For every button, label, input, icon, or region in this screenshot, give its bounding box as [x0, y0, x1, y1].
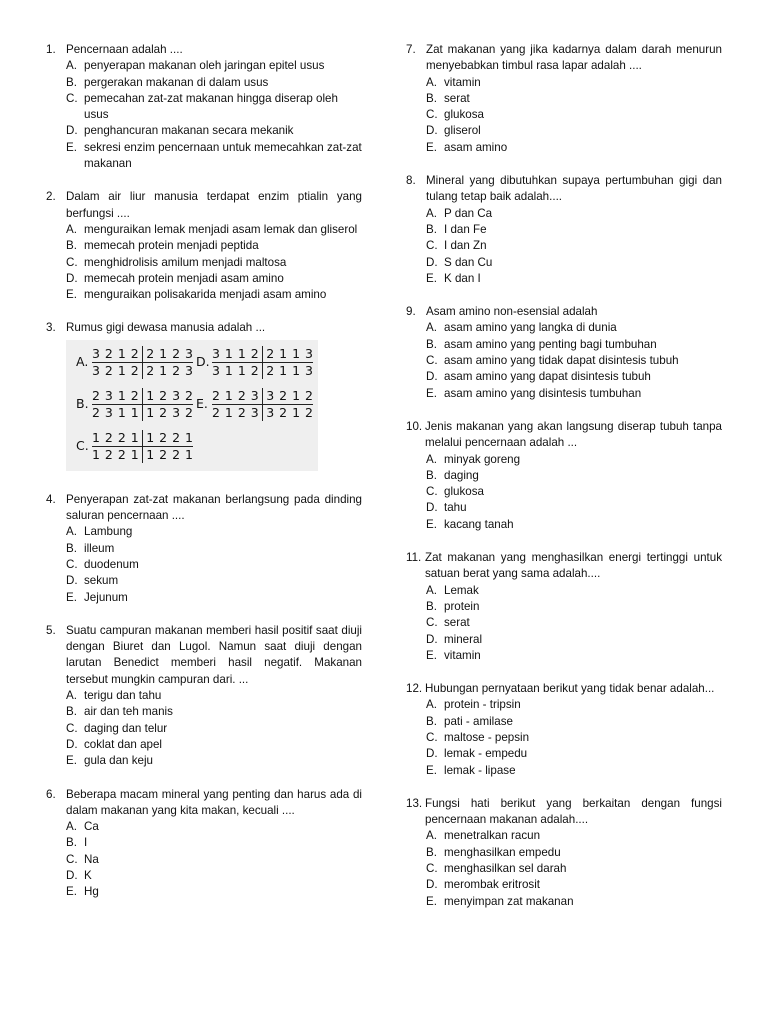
right-side-teeth: 3 2 1 2	[92, 363, 143, 379]
option-letter: A.	[426, 321, 437, 335]
option-text: menetralkan racun	[444, 829, 541, 843]
answer-options	[406, 452, 722, 533]
dental-formula	[212, 388, 313, 421]
right-side-teeth: 3 1 1 2	[212, 346, 263, 362]
question-spacer	[46, 475, 362, 492]
option-text: terigu dan tahu	[84, 689, 162, 703]
dental-formula	[92, 346, 193, 379]
option-letter: E.	[426, 648, 437, 662]
answer-option-b	[426, 468, 722, 484]
answer-option-a	[426, 320, 722, 336]
answer-option-a	[426, 583, 722, 599]
option-text: I	[84, 836, 88, 850]
left-side-teeth: 1 2 3 2	[146, 387, 194, 403]
option-letter: A.	[426, 829, 437, 843]
option-text: glukosa	[444, 108, 484, 122]
question-6	[46, 787, 362, 901]
answer-option-b	[66, 704, 362, 720]
option-text: minyak goreng	[444, 452, 521, 466]
answer-options	[406, 697, 722, 778]
option-letter: D.	[66, 124, 78, 138]
question-12	[406, 681, 722, 779]
answer-option-a	[426, 206, 722, 222]
option-text: coklat dan apel	[84, 737, 162, 751]
answer-option-c	[426, 615, 722, 631]
answer-option-a	[66, 524, 362, 540]
option-text: lemak - lipase	[444, 763, 516, 777]
answer-option-a	[426, 697, 722, 713]
option-text: P dan Ca	[444, 206, 493, 220]
option-letter: B.	[426, 599, 437, 613]
option-letter: C.	[426, 239, 438, 253]
answer-option-b	[426, 714, 722, 730]
lower-jaw-row	[92, 363, 193, 379]
left-side-teeth: 2 1 2 3	[146, 345, 194, 361]
answer-option-d	[426, 877, 722, 893]
option-text: pergerakan makanan di dalam usus	[84, 75, 269, 89]
option-text: glukosa	[444, 485, 484, 499]
option-letter: E.	[66, 140, 77, 154]
option-letter: A.	[426, 75, 437, 89]
answer-option-c	[66, 557, 362, 573]
question-4	[46, 492, 362, 606]
answer-options	[406, 206, 722, 287]
answer-option-c	[426, 353, 722, 369]
dental-formula	[92, 430, 193, 463]
option-letter: B.	[426, 468, 437, 482]
answer-option-b	[66, 541, 362, 557]
option-letter: A.	[426, 698, 437, 712]
question-11	[406, 550, 722, 664]
left-side-teeth: 2 1 2 3	[146, 362, 194, 378]
answer-option-d	[426, 123, 722, 139]
option-text: Lambung	[84, 525, 133, 539]
option-text: tahu	[444, 501, 467, 515]
answer-option-d	[426, 255, 722, 271]
question-number: 2.	[46, 190, 56, 204]
option-letter: A.	[66, 689, 77, 703]
answer-options	[406, 583, 722, 664]
right-side-teeth: 2 1 2 3	[212, 405, 263, 421]
option-text: asam amino	[444, 140, 508, 154]
right-side-teeth: 3 1 1 2	[212, 363, 263, 379]
option-text: gliserol	[444, 124, 481, 138]
option-letter: B.	[426, 714, 437, 728]
option-text: Hg	[84, 885, 99, 899]
question-number: 4.	[46, 492, 56, 506]
option-letter: E.	[426, 763, 437, 777]
answer-option-c	[426, 107, 722, 123]
question-spacer	[406, 287, 722, 304]
question-number: 9.	[406, 305, 416, 319]
question-7	[406, 42, 722, 156]
option-letter: B.	[426, 845, 437, 859]
question-spacer	[46, 606, 362, 623]
answer-option-b	[66, 75, 362, 91]
lower-jaw-row	[92, 405, 193, 421]
answer-option-e	[66, 884, 362, 900]
option-letter: E.	[66, 288, 77, 302]
answer-option-b	[66, 835, 362, 851]
question-text: Rumus gigi dewasa manusia adalah ...	[66, 321, 266, 335]
answer-option-b	[426, 222, 722, 238]
answer-option-e	[426, 271, 722, 287]
option-text: vitamin	[444, 648, 481, 662]
option-letter: A.	[426, 583, 437, 597]
option-letter: E.	[66, 754, 77, 768]
answer-option-d	[66, 868, 362, 884]
option-letter: E.	[426, 271, 437, 285]
option-text: daging	[444, 468, 479, 482]
lower-jaw-row	[212, 405, 313, 421]
question-spacer	[406, 156, 722, 173]
option-letter: C.	[426, 730, 438, 744]
option-text: sekresi enzim pencernaan untuk memecahkan zat-zat makanan	[84, 140, 362, 171]
left-side-teeth: 3 2 1 2	[266, 387, 314, 403]
answer-option-b	[426, 337, 722, 353]
right-side-teeth: 1 2 2 1	[92, 447, 143, 463]
question-5	[46, 623, 362, 770]
option-text: serat	[444, 91, 470, 105]
answer-options	[46, 688, 362, 769]
question-number: 11.	[406, 551, 422, 565]
left-column	[46, 42, 362, 901]
option-text: protein	[444, 599, 480, 613]
question-9	[406, 304, 722, 402]
answer-option-d	[66, 271, 362, 287]
option-letter: C.	[66, 557, 78, 571]
option-text: Na	[84, 852, 99, 866]
option-letter: E.	[66, 885, 77, 899]
question-number: 5.	[46, 623, 56, 637]
option-letter: E.	[426, 386, 437, 400]
option-text: duodenum	[84, 557, 139, 571]
option-text: menghasilkan sel darah	[444, 862, 567, 876]
question-text: Zat makanan yang jika kadarnya dalam darah menurun menyebabkan timbul rasa lapar adalah ....	[426, 43, 722, 73]
option-text: Ca	[84, 820, 99, 834]
option-text: menguraikan polisakarida menjadi asam amino	[84, 288, 327, 302]
option-letter: A.	[66, 820, 77, 834]
left-side-teeth: 1 2 3 2	[146, 404, 194, 420]
option-letter: B.	[66, 541, 77, 555]
option-letter: D.	[426, 747, 438, 761]
question-spacer	[406, 779, 722, 796]
formula-option-d	[196, 346, 313, 379]
option-letter: E.	[426, 517, 437, 531]
option-text: menguraikan lemak menjadi asam lemak dan gliserol	[84, 222, 358, 236]
answer-option-c	[66, 255, 362, 271]
answer-option-c	[426, 484, 722, 500]
option-text: asam amino yang penting bagi tumbuhan	[444, 337, 657, 351]
question-text: Mineral yang dibutuhkan supaya pertumbuhan gigi dan tulang tetap baik adalah....	[426, 174, 722, 204]
question-number: 13.	[406, 796, 423, 810]
left-side-teeth: 1 2 2 1	[146, 429, 194, 445]
option-text: daging dan telur	[84, 721, 168, 735]
answer-option-b	[66, 238, 362, 254]
option-letter: B.	[66, 705, 77, 719]
option-letter: B.	[66, 836, 77, 850]
lower-jaw-row	[92, 447, 193, 463]
option-letter: D.	[66, 574, 78, 588]
question-8	[406, 173, 722, 287]
option-letter: A.	[66, 59, 77, 73]
option-letter: E.	[426, 894, 437, 908]
option-text: kacang tanah	[444, 517, 514, 531]
answer-option-b	[426, 599, 722, 615]
right-side-teeth: 1 2 2 1	[92, 430, 143, 446]
answer-option-a	[66, 819, 362, 835]
option-text: serat	[444, 616, 470, 630]
option-letter: A.	[66, 525, 77, 539]
option-text: penghancuran makanan secara mekanik	[84, 124, 294, 138]
option-letter: A.	[426, 452, 437, 466]
left-side-teeth: 3 2 1 2	[266, 404, 314, 420]
lower-jaw-row	[212, 363, 313, 379]
formula-option-c	[76, 430, 193, 463]
answer-option-a	[66, 58, 362, 74]
option-letter: D.	[66, 868, 78, 882]
answer-option-d	[66, 123, 362, 139]
option-text: lemak - empedu	[444, 747, 528, 761]
option-letter: A.	[426, 206, 437, 220]
option-letter: B.	[426, 91, 437, 105]
answer-option-e	[426, 648, 722, 664]
answer-option-a	[66, 688, 362, 704]
question-text: Suatu campuran makanan memberi hasil positif saat diuji dengan Biuret dan Lugol. Namun saat diuji dengan larutan Benedict memberi hasil negatif. Makanan tersebut mungkin campuran dari. ...	[66, 623, 362, 686]
answer-option-c	[66, 91, 362, 124]
option-letter: B.	[426, 337, 437, 351]
answer-option-e	[426, 386, 722, 402]
option-letter: C.	[426, 862, 438, 876]
option-text: vitamin	[444, 75, 481, 89]
option-letter: E.	[196, 396, 208, 412]
question-number: 1.	[46, 43, 56, 56]
option-text: pemecahan zat-zat makanan hingga diserap oleh usus	[84, 91, 338, 122]
answer-option-e	[66, 287, 362, 303]
question-text: Zat makanan yang menghasilkan energi tertinggi untuk satuan berat yang sama adalah....	[425, 551, 722, 581]
option-letter: C.	[426, 616, 438, 630]
answer-option-c	[66, 721, 362, 737]
question-spacer	[406, 533, 722, 550]
dental-formula	[92, 388, 193, 421]
answer-options	[46, 524, 362, 605]
question-spacer	[46, 770, 362, 787]
option-letter: A.	[76, 354, 89, 370]
answer-options	[406, 828, 722, 909]
question-spacer	[46, 172, 362, 189]
option-letter: C.	[66, 91, 78, 105]
option-text: asam amino yang dapat disintesis tubuh	[444, 370, 651, 384]
question-text: Dalam air liur manusia terdapat enzim ptialin yang berfungsi ....	[66, 190, 362, 220]
question-10	[406, 419, 722, 533]
answer-option-a	[66, 222, 362, 238]
upper-jaw-row	[92, 346, 193, 363]
option-letter: C.	[426, 354, 438, 368]
answer-option-a	[426, 75, 722, 91]
answer-option-e	[66, 590, 362, 606]
answer-option-d	[426, 746, 722, 762]
option-letter: E.	[66, 590, 77, 604]
option-letter: C.	[426, 485, 438, 499]
option-letter: D.	[426, 255, 438, 269]
option-letter: D.	[426, 124, 438, 138]
option-letter: D.	[66, 271, 78, 285]
formula-option-e	[196, 388, 313, 421]
left-side-teeth: 1 2 2 1	[146, 446, 194, 462]
option-letter: D.	[426, 370, 438, 384]
answer-options	[46, 222, 362, 303]
option-text: gula dan keju	[84, 754, 153, 768]
answer-option-c	[66, 852, 362, 868]
answer-options	[406, 75, 722, 156]
question-1	[46, 42, 362, 172]
question-13	[406, 796, 722, 910]
option-text: merombak eritrosit	[444, 878, 540, 892]
question-2	[46, 189, 362, 303]
formula-option-a	[76, 346, 193, 379]
left-side-teeth: 2 1 1 3	[266, 345, 314, 361]
option-text: protein - tripsin	[444, 698, 521, 712]
answer-option-d	[66, 737, 362, 753]
answer-option-e	[426, 517, 722, 533]
option-text: maltose - pepsin	[444, 730, 530, 744]
answer-options	[46, 58, 362, 172]
option-letter: D.	[426, 878, 438, 892]
question-number: 3.	[46, 321, 56, 335]
answer-option-d	[426, 369, 722, 385]
answer-option-d	[426, 500, 722, 516]
option-text: illeum	[84, 541, 115, 555]
option-text: asam amino yang langka di dunia	[444, 321, 617, 335]
question-text: Fungsi hati berikut yang berkaitan dengan fungsi pencernaan makanan adalah....	[425, 796, 722, 827]
answer-option-a	[426, 452, 722, 468]
upper-jaw-row	[92, 388, 193, 405]
option-text: I dan Zn	[444, 239, 487, 253]
option-letter: B.	[66, 239, 77, 253]
answer-option-e	[426, 763, 722, 779]
option-letter: D.	[426, 501, 438, 515]
option-letter: D.	[66, 737, 78, 751]
dental-formula-image	[66, 340, 318, 471]
upper-jaw-row	[212, 388, 313, 405]
question-number: 7.	[406, 43, 416, 56]
question-text: Asam amino non-esensial adalah	[426, 305, 598, 319]
question-text: Jenis makanan yang akan langsung diserap tubuh tanpa melalui pencernaan adalah ...	[425, 419, 722, 450]
answer-option-b	[426, 91, 722, 107]
option-letter: D.	[426, 632, 438, 646]
question-spacer	[46, 303, 362, 320]
option-text: S dan Cu	[444, 255, 493, 269]
option-text: memecah protein menjadi asam amino	[84, 271, 284, 285]
answer-option-a	[426, 828, 722, 844]
left-side-teeth: 2 1 1 3	[266, 362, 314, 378]
option-text: sekum	[84, 574, 119, 588]
upper-jaw-row	[92, 430, 193, 447]
answer-option-e	[426, 894, 722, 910]
answer-option-d	[66, 573, 362, 589]
right-side-teeth: 2 3 1 2	[92, 388, 143, 404]
upper-jaw-row	[212, 346, 313, 363]
option-letter: C.	[66, 721, 78, 735]
question-spacer	[406, 664, 722, 681]
option-text: Jejunum	[84, 590, 128, 604]
option-text: I dan Fe	[444, 222, 487, 236]
question-3	[46, 320, 362, 470]
option-letter: A.	[66, 222, 77, 236]
right-side-teeth: 2 1 2 3	[212, 388, 263, 404]
question-number: 10.	[406, 419, 423, 433]
question-text: Penyerapan zat-zat makanan berlangsung pada dinding saluran pencernaan ....	[66, 492, 362, 523]
option-text: asam amino yang tidak dapat disintesis tubuh	[444, 354, 679, 368]
question-text: Beberapa macam mineral yang penting dan harus ada di dalam makanan yang kita makan, kecuali ....	[66, 787, 362, 817]
right-side-teeth: 2 3 1 1	[92, 405, 143, 421]
option-text: pati - amilase	[444, 714, 513, 728]
option-letter: B.	[426, 222, 437, 236]
option-text: K dan I	[444, 271, 481, 285]
question-spacer	[406, 402, 722, 419]
option-text: mineral	[444, 632, 483, 646]
option-text: Lemak	[444, 583, 479, 597]
option-text: menghasilkan empedu	[444, 845, 561, 859]
option-letter: C.	[66, 852, 78, 866]
question-text: Pencernaan adalah ....	[66, 43, 183, 56]
option-letter: D.	[196, 354, 210, 370]
answer-options	[46, 819, 362, 900]
answer-option-e	[66, 140, 362, 173]
option-letter: E.	[426, 140, 437, 154]
option-text: memecah protein menjadi peptida	[84, 239, 259, 253]
option-text: K	[84, 868, 92, 882]
right-column	[406, 42, 722, 910]
option-text: asam amino yang disintesis tumbuhan	[444, 386, 642, 400]
option-letter: C.	[76, 438, 89, 454]
option-text: air dan teh manis	[84, 705, 173, 719]
answer-option-c	[426, 861, 722, 877]
answer-options	[406, 320, 722, 401]
option-text: penyerapan makanan oleh jaringan epitel usus	[84, 59, 325, 73]
answer-option-d	[426, 632, 722, 648]
question-number: 12.	[406, 682, 423, 696]
right-side-teeth: 3 2 1 2	[92, 346, 143, 362]
option-letter: B.	[66, 75, 77, 89]
option-text: menghidrolisis amilum menjadi maltosa	[84, 255, 287, 269]
answer-option-c	[426, 730, 722, 746]
formula-option-b	[76, 388, 193, 421]
answer-option-b	[426, 845, 722, 861]
answer-option-c	[426, 238, 722, 254]
answer-option-e	[66, 753, 362, 769]
question-number: 8.	[406, 174, 416, 188]
question-text: Hubungan pernyataan berikut yang tidak benar adalah...	[425, 682, 715, 696]
option-letter: C.	[66, 255, 78, 269]
question-number: 6.	[46, 787, 56, 801]
option-text: menyimpan zat makanan	[444, 894, 574, 908]
option-letter: C.	[426, 108, 438, 122]
option-letter: B.	[76, 396, 89, 412]
dental-formula	[212, 346, 313, 379]
answer-option-e	[426, 140, 722, 156]
